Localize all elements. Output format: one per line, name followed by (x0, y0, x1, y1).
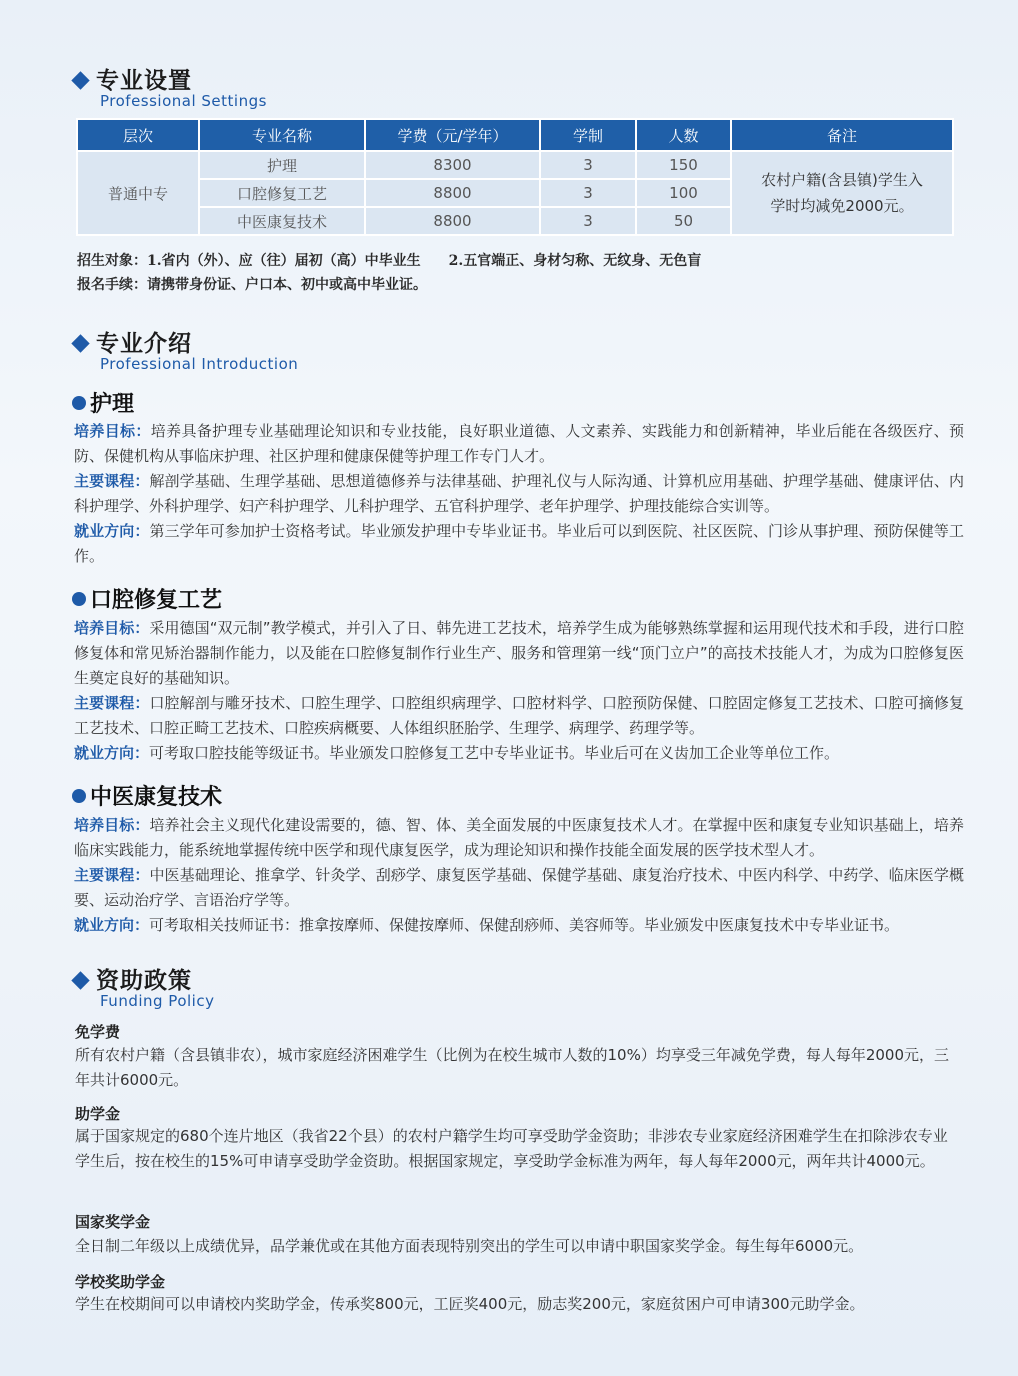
header-count: 人数 (636, 119, 731, 151)
funding-subtitle: Funding Policy (100, 992, 215, 1010)
cell-years: 3 (540, 179, 636, 207)
header-years: 学制 (540, 119, 636, 151)
job-label: 就业方向： (74, 522, 150, 540)
cell-count: 50 (636, 207, 731, 235)
goal-text: 培养具备护理专业基础理论知识和专业技能，良好职业道德、人文素养、实践能力和创新精神，毕业后能在各级医疗、预防、保健机构从事临床护理、社区护理和健康保健等护理工作专门人才。 (74, 422, 964, 465)
table-row (77, 151, 953, 179)
cell-fee: 8300 (365, 151, 540, 179)
note-line: 农村户籍(含县镇)学生入 (761, 171, 923, 189)
course-label: 主要课程： (74, 694, 150, 712)
course-text: 口腔解剖与雕牙技术、口腔生理学、口腔组织病理学、口腔材料学、口腔预防保健、口腔固定修复工艺技术、口腔可摘修复工艺技术、口腔正畸工艺技术、口腔疾病概要、人体组织胚胎学、生理学、病理学、药理学等。 (74, 694, 964, 737)
bullet-icon (72, 592, 86, 606)
intro-title: 专业介绍 (96, 331, 192, 357)
goal-label: 培养目标： (74, 619, 150, 637)
cell-years: 3 (540, 207, 636, 235)
settings-title: 专业设置 (96, 68, 192, 94)
job-label: 就业方向： (74, 744, 150, 762)
funding-item-title: 免学费 (75, 1023, 121, 1041)
diamond-icon (71, 334, 89, 352)
settings-subtitle: Professional Settings (100, 92, 267, 110)
bullet-icon (72, 789, 86, 803)
funding-item-text: 学生在校期间可以申请校内奖助学金，传承奖800元，工匠奖400元，励志奖200元，家庭贫困户可申请300元助学金。 (75, 1295, 865, 1313)
cell-fee: 8800 (365, 179, 540, 207)
cell-level: 普通中专 (77, 151, 199, 235)
note-line: 学时均减免2000元。 (770, 197, 914, 215)
cell-years: 3 (540, 151, 636, 179)
diamond-icon (71, 971, 89, 989)
cell-count: 100 (636, 179, 731, 207)
diamond-icon (71, 71, 89, 89)
job-text: 第三学年可参加护士资格考试。毕业颁发护理中专毕业证书。毕业后可以到医院、社区医院、门诊从事护理、预防保健等工作。 (74, 522, 964, 565)
job-label: 就业方向： (74, 916, 150, 934)
course-label: 主要课程： (74, 472, 150, 490)
major-title-dental (72, 583, 222, 614)
funding-item-text: 全日制二年级以上成绩优异，品学兼优或在其他方面表现特别突出的学生可以申请中职国家奖学金。每生每年6000元。 (75, 1237, 864, 1255)
registration-procedure: 报名手续：请携带身份证、户口本、初中或高中毕业证。 (77, 277, 427, 293)
course-text: 中医基础理论、推拿学、针灸学、刮痧学、康复医学基础、保健学基础、康复治疗技术、中医内科学、中药学、临床医学概要、运动治疗学、言语治疗学等。 (74, 866, 964, 909)
enrollment-target: 招生对象：1.省内（外）、应（往）届初（高）中毕业生 2.五官端正、身材匀称、无纹身、无色盲 (77, 253, 702, 269)
cell-major: 口腔修复工艺 (199, 179, 365, 207)
major-title-nursing (72, 387, 134, 418)
funding-item-title: 助学金 (75, 1105, 121, 1123)
intro-subtitle: Professional Introduction (100, 355, 299, 373)
cell-major: 中医康复技术 (199, 207, 365, 235)
header-level: 层次 (77, 119, 199, 151)
major-title-tcm (72, 780, 222, 811)
funding-item-text: 所有农村户籍（含县镇非农），城市家庭经济困难学生（比例为在校生城市人数的10%）均享受三年减免学费，每人每年2000元，三年共计6000元。 (75, 1046, 950, 1089)
funding-title: 资助政策 (96, 968, 192, 994)
goal-text: 培养社会主义现代化建设需要的，德、智、体、美全面发展的中医康复技术人才。在掌握中医和康复专业知识基础上，培养临床实践能力，能系统地掌握传统中医学和现代康复医学，成为理论知识和操作技能全面发展的医学技术型人才。 (74, 816, 964, 859)
job-text: 可考取口腔技能等级证书。毕业颁发口腔修复工艺中专毕业证书。毕业后可在义齿加工企业等单位工作。 (149, 744, 840, 762)
major-name: 口腔修复工艺 (90, 587, 223, 613)
major-name: 护理 (90, 391, 135, 417)
funding-item-text: 属于国家规定的680个连片地区（我省22个县）的农村户籍学生均可享受助学金资助；非涉农专业家庭经济困难学生在扣除涉农专业学生后，按在校生的15%可申请享受助学金资助。根据国家规定，享受助学金标准为两年，每人每年2000元，两年共计4000元。 (75, 1127, 948, 1170)
cell-count: 150 (636, 151, 731, 179)
cell-note (731, 151, 953, 235)
header-note: 备注 (731, 119, 953, 151)
funding-item-title: 学校奖助学金 (75, 1273, 166, 1291)
bullet-icon (72, 396, 86, 410)
major-desc-tcm (74, 813, 964, 938)
cell-major: 护理 (199, 151, 365, 179)
goal-label: 培养目标： (74, 422, 151, 440)
program-table (76, 118, 954, 236)
major-desc-dental (74, 616, 964, 766)
header-fee: 学费（元/学年） (365, 119, 540, 151)
goal-label: 培养目标： (74, 816, 150, 834)
goal-text: 采用德国“双元制”教学模式，并引入了日、韩先进工艺技术，培养学生成为能够熟练掌握和运用现代技术和手段，进行口腔修复体和常见矫治器制作能力，以及能在口腔修复制作行业生产、服务和管理第一线“顶门立户”的高技术技能人才，为成为口腔修复医生奠定良好的基础知识。 (74, 619, 964, 687)
job-text: 可考取相关技师证书：推拿按摩师、保健按摩师、保健刮痧师、美容师等。毕业颁发中医康复技术中专毕业证书。 (149, 916, 900, 934)
cell-fee: 8800 (365, 207, 540, 235)
course-label: 主要课程： (74, 866, 150, 884)
header-major: 专业名称 (199, 119, 365, 151)
course-text: 解剖学基础、生理学基础、思想道德修养与法律基础、护理礼仪与人际沟通、计算机应用基础、护理学基础、健康评估、内科护理学、外科护理学、妇产科护理学、儿科护理学、五官科护理学、老年护理学、护理技能综合实训等。 (74, 472, 964, 515)
major-desc-nursing (74, 419, 964, 569)
table-header-row (77, 119, 953, 151)
funding-item-title: 国家奖学金 (75, 1213, 151, 1231)
major-name: 中医康复技术 (90, 784, 223, 810)
